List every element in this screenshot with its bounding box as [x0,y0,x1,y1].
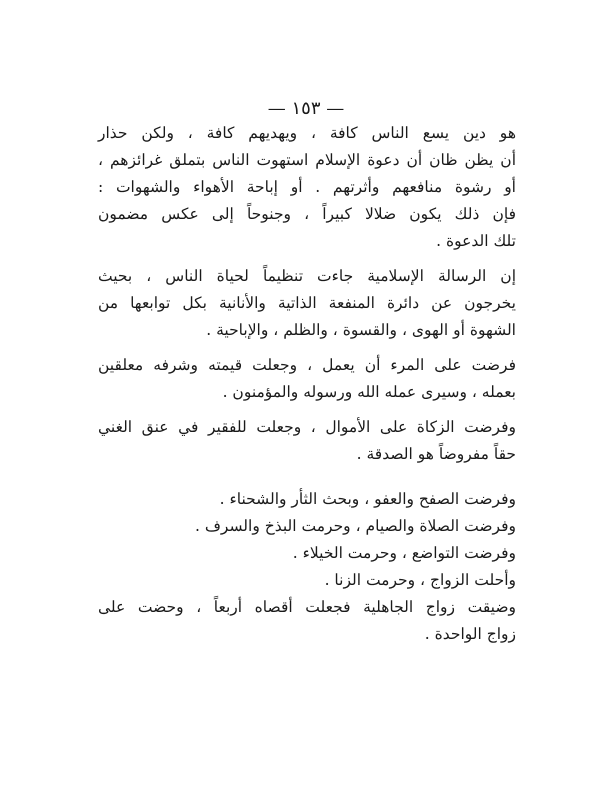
text-line: هو دين يسع الناس كافة ، ويهديهم كافة ، ولكن حذار [98,124,516,142]
paragraph-gap [98,255,516,263]
text-line: فرضت على المرء أن يعمل ، وجعلت قيمته وشرفه معلقين [98,356,516,374]
text-line: وضيقت زواج الجاهلية فجعلت أقصاه أربعاً ، وحضت على [98,598,516,616]
text-line: يخرجون عن دائرة المنفعة الذاتية والأنانية بكل توابعها من [98,294,516,312]
text-line: زواج الواحدة . [424,625,516,643]
text-line: الشهوة أو الهوى ، والقسوة ، والظلم ، والإباحية . [206,321,516,339]
text-line: وفرضت التواضع ، وحرمت الخيلاء . [292,544,516,562]
text-line: حقاً مفروضاً هو الصدقة . [356,445,516,463]
text-line: وفرضت الصفح والعفو ، وبحث الثأر والشحناء . [219,490,516,508]
text-line: وفرضت الزكاة على الأموال ، وجعلت للفقير في عنق الغني [98,418,516,436]
body-text [98,120,516,648]
paragraph-gap [98,468,516,486]
text-line: وفرضت الصلاة والصيام ، وحرمت البذخ والسرف . [195,517,516,535]
text-line: تلك الدعوة . [436,232,516,250]
paragraph-gap [98,344,516,352]
page-number: — ١٥٣ — [267,98,345,119]
paragraph-gap [98,406,516,414]
text-line: فإن ذلك يكون ضلالا كبيراً ، وجنوحاً إلى عكس مضمون [98,205,516,223]
text-line: وأحلت الزواج ، وحرمت الزنا . [324,571,516,589]
text-line: أو رشوة منافعهم وأثرتهم . أو إباحة الأهواء والشهوات : [98,178,516,196]
text-line: إن الرسالة الإسلامية جاءت تنظيماً لحياة الناس ، بحيث [98,267,516,285]
text-line: أن يظن ظان أن دعوة الإسلام استهوت الناس بتملق غرائزهم ، [98,151,516,169]
text-line: بعمله ، وسيرى عمله الله ورسوله والمؤمنون . [222,383,516,401]
